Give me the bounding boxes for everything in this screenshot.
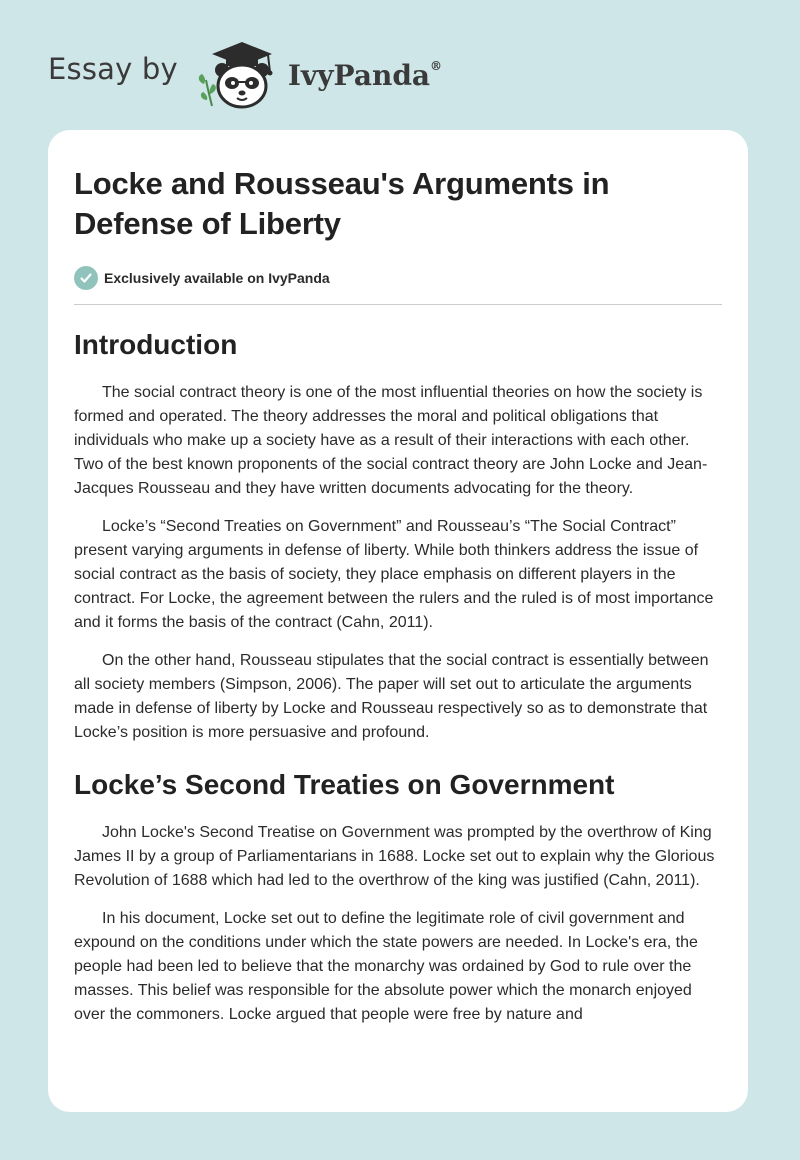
section-heading: Introduction — [74, 329, 238, 360]
brand-prefix: Essay by — [48, 52, 178, 86]
section-heading: Locke’s Second Treaties on Government — [74, 769, 615, 800]
paragraph: On the other hand, Rousseau stipulates that the social contract is essentially between all society members (Simpson, 2006). The paper will set out to articulate the arguments made in defense of liberty by Locke and Rousseau respectively so as to demonstrate that Locke’s position is more persuasive and profound. — [74, 652, 709, 741]
article-title: Locke and Rousseau's Arguments in Defense of Liberty — [74, 166, 610, 241]
paragraph: Locke’s “Second Treaties on Government” and Rousseau’s “The Social Contract” present varying arguments in defense of liberty. While both thinkers address the issue of social contract as the basis of society, they place emphasis on different players in the contract. For Locke, the agreement between the rulers and the ruled is of most importance and it forms the basis of the contract (Cahn, 2011). — [74, 518, 714, 631]
brand-name: IvyPanda® — [287, 58, 443, 92]
panda-mascot-icon — [192, 36, 284, 110]
exclusive-badge-text: Exclusively available on IvyPanda — [104, 270, 330, 286]
paragraph: In his document, Locke set out to define the legitimate role of civil government and expound on the conditions under which the state powers are needed. In Locke's era, the people had been led to believe that the monarchy was ordained by God to rule over the masses. This belief was responsible for the absolute power which the monarch enjoyed over the commoners. Locke argued that people were free by nature and — [74, 910, 698, 1023]
paragraph: John Locke's Second Treatise on Government was prompted by the overthrow of King James II by a group of Parliamentarians in 1688. Locke set out to explain why the Glorious Revolution of 1688 which had led to the overthrow of the king was justified (Cahn, 2011). — [74, 824, 715, 889]
brand-logo[interactable] — [48, 36, 442, 110]
title-divider — [74, 304, 722, 305]
paragraph: The social contract theory is one of the most influential theories on how the society is formed and operated. The theory addresses the moral and political obligations that individuals who make up a society have as a result of their interactions with each other. Two of the best known proponents of the social contract theory are John Locke and Jean-Jacques Rousseau and they have written documents advocating for the theory. — [74, 384, 708, 497]
exclusive-badge — [74, 266, 722, 290]
article-card — [48, 130, 748, 1112]
checkmark-icon — [74, 266, 98, 290]
